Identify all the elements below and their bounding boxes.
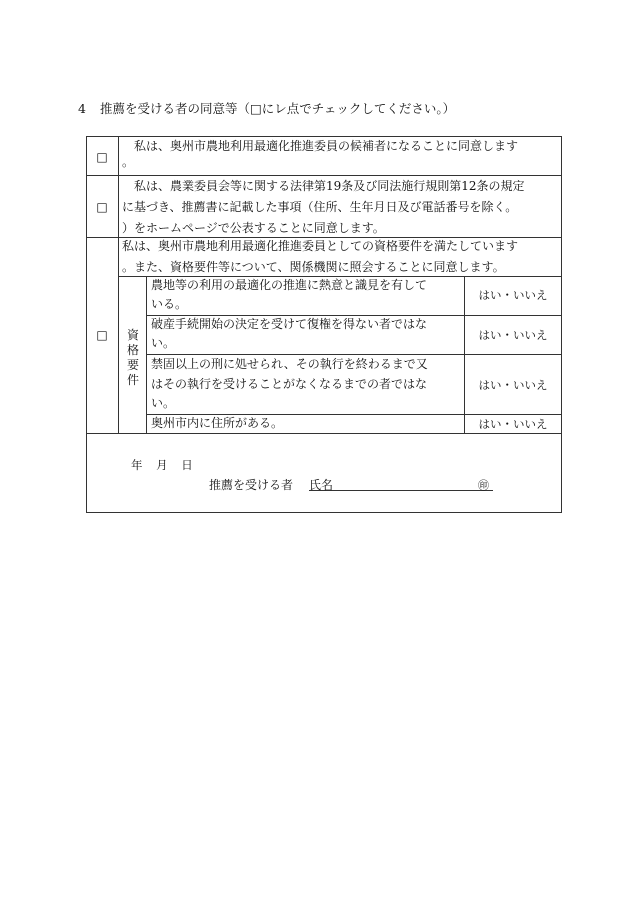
name-field[interactable] [309,476,493,491]
consent-publication-checkbox[interactable]: □ [96,200,108,214]
name-label: 氏名 [309,478,334,492]
text-line: 。また、資格要件等について、関係機関に照会することに同意します。 [122,260,505,274]
consent-requirements-text [122,236,558,278]
section-heading [78,99,455,117]
text-line: に基づき、推薦書に記載した事項（住所、生年月日及び電話番号を除く。 [122,200,518,214]
column-divider [118,137,119,433]
requirements-label: 資 格 要 件 [126,328,139,387]
seal-mark: ㊞ [478,479,489,492]
text-line: 私は、奥州市農地利用最適化推進委員の候補者になることに同意します [122,139,519,153]
consent-publication-candidate-checkbox[interactable]: □ [96,150,108,164]
requirement-criminal-record-answer[interactable]: はい・いいえ [478,378,548,392]
requirement-criminal-record-text: 禁固以上の刑に処せられ、その執行を終わるまで又 はその執行を受けることがなくなるまでの者ではな い。 [151,357,428,410]
section-title: 推薦を受ける者の同意等（□にレ点でチェックしてください。） [100,101,456,116]
row-divider [87,433,561,434]
requirement-bankruptcy-answer[interactable]: はい・いいえ [478,328,548,342]
recommender-label: 推薦を受ける者 [209,478,294,492]
text-line: 私は、奥州市農地利用最適化推進委員としての資格要件を満たしています [122,239,519,253]
consent-form-table [86,136,562,513]
text-line: 私は、農業委員会等に関する法律第19条及び同法施行規則第12条の規定 [122,179,525,193]
section-number: 4 [78,101,86,116]
consent-candidate-text [122,136,558,173]
text-line: 。 [122,155,135,169]
requirement-enthusiasm-answer[interactable]: はい・いいえ [478,288,548,302]
consent-publication-text [122,176,558,239]
text-line: ）をホームページで公表することに同意します。 [122,221,385,235]
consent-requirements-checkbox[interactable]: □ [96,328,108,342]
requirement-bankruptcy-text: 破産手続開始の決定を受けて復権を得ない者ではな い。 [151,317,428,350]
requirement-residence-text: 奥州市内に住所がある。 [151,416,284,430]
requirement-residence-answer[interactable]: はい・いいえ [478,417,548,431]
requirement-enthusiasm-text: 農地等の利用の最適化の推進に熱意と識見を有して いる。 [151,278,428,311]
signature-date: 年 月 日 [131,458,193,472]
